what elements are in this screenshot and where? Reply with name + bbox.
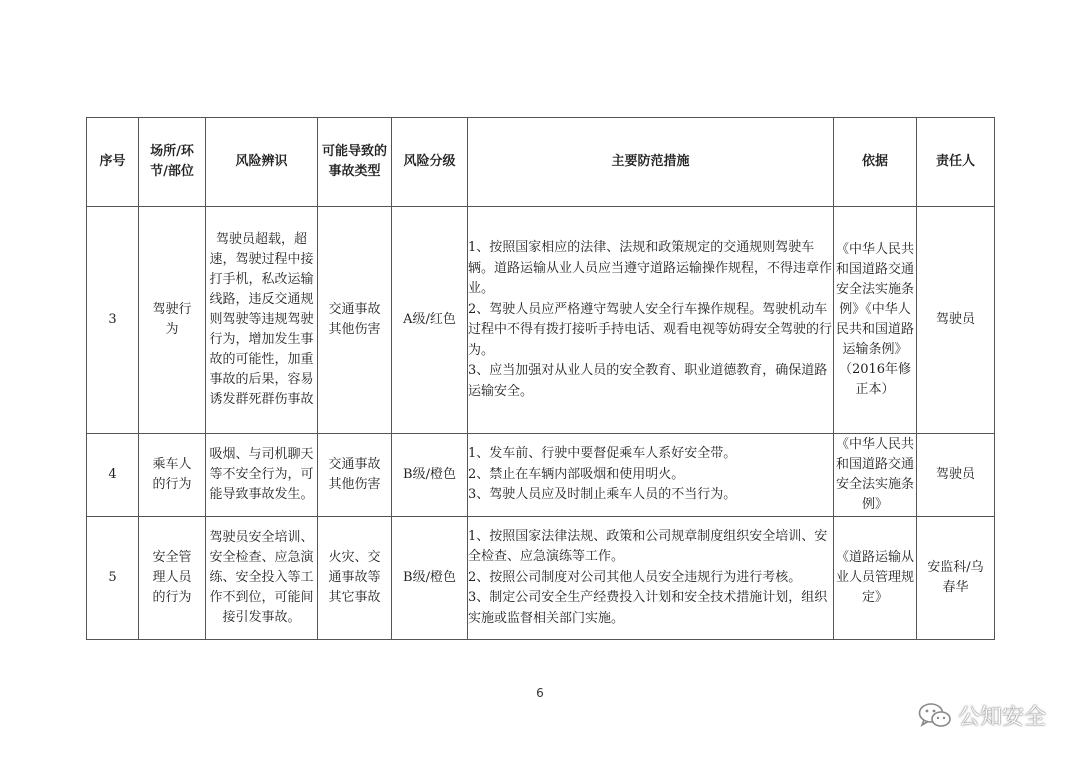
cell-risk-identification: 驾驶员超载，超速，驾驶过程中接打手机，私改运输线路，违反交通规则驾驶等违规驾驶行为，增加发生事故的可能性，加重事故的后果，容易诱发群死群伤事故 — [206, 207, 318, 434]
header-risk-level: 风险分级 — [392, 118, 468, 207]
header-risk-identification: 风险辨识 — [206, 118, 318, 207]
wechat-icon — [918, 702, 952, 730]
cell-seq: 4 — [87, 434, 139, 517]
table-row — [87, 207, 995, 434]
cell-accident-type: 交通事故其他伤害 — [318, 434, 392, 517]
header-accident-type: 可能导致的事故类型 — [318, 118, 392, 207]
cell-risk-identification: 驾驶员安全培训、安全检查、应急演练、安全投入等工作不到位，可能间接引发事故。 — [206, 517, 318, 640]
cell-place: 乘车人的行为 — [139, 434, 206, 517]
cell-risk-level: B级/橙色 — [392, 434, 468, 517]
header-measures: 主要防范措施 — [468, 118, 834, 207]
cell-risk-level: A级/红色 — [392, 207, 468, 434]
table-row — [87, 434, 995, 517]
header-place: 场所/环节/部位 — [139, 118, 206, 207]
measure-item: 1、按照国家法律法规、政策和公司规章制度组织安全培训、安全检查、应急演练等工作。 — [468, 528, 828, 565]
table-header-row — [87, 118, 995, 207]
cell-basis: 《道路运输从业人员管理规定》 — [834, 517, 917, 640]
cell-place: 驾驶行为 — [139, 207, 206, 434]
measure-item: 3、驾驶人员应及时制止乘车人员的不当行为。 — [468, 487, 737, 503]
cell-measures — [468, 517, 834, 640]
watermark-text: 公知安全 — [957, 705, 1046, 730]
cell-responsible: 驾驶员 — [917, 434, 995, 517]
cell-seq: 3 — [87, 207, 139, 434]
measure-item: 3、应当加强对从业人员的安全教育、职业道德教育，确保道路运输安全。 — [468, 363, 828, 399]
cell-accident-type: 交通事故其他伤害 — [318, 207, 392, 434]
cell-risk-identification: 吸烟、与司机聊天等不安全行为，可能导致事故发生。 — [206, 434, 318, 517]
risk-table — [86, 117, 995, 640]
measure-item: 2、驾驶人员应严格遵守驾驶人安全行车操作规程。驾驶机动车过程中不得有拨打接听手持电话、观看电视等妨碍安全驾驶的行为。 — [468, 301, 833, 358]
cell-responsible: 驾驶员 — [917, 207, 995, 434]
cell-place: 安全管理人员的行为 — [139, 517, 206, 640]
page-number: 6 — [536, 686, 544, 700]
cell-measures — [468, 207, 834, 434]
measure-item: 3、制定公司安全生产经费投入计划和安全技术措施计划，组织实施或监督相关部门实施。 — [468, 590, 828, 626]
measure-item: 1、按照国家相应的法律、法规和政策规定的交通规则驾驶车辆。道路运输从业人员应当遵守道路运输操作规程，不得违章作业。 — [468, 240, 833, 296]
table-row — [87, 517, 995, 640]
header-basis: 依据 — [834, 118, 917, 207]
cell-accident-type: 火灾、交通事故等其它事故 — [318, 517, 392, 640]
cell-responsible: 安监科/乌春华 — [917, 517, 995, 640]
measure-item: 2、禁止在车辆内部吸烟和使用明火。 — [468, 466, 685, 482]
cell-basis: 《中华人民共和国道路交通安全法实施条例》《中华人民共和国道路运输条例》（2016年修正本） — [834, 207, 917, 434]
header-seq: 序号 — [87, 118, 139, 207]
measure-item: 2、按照公司制度对公司其他人员安全违规行为进行考核。 — [468, 569, 802, 585]
cell-risk-level: B级/橙色 — [392, 517, 468, 640]
watermark — [918, 700, 1046, 731]
measure-item: 1、发车前、行驶中要督促乘车人系好安全带。 — [468, 446, 737, 462]
cell-measures — [468, 434, 834, 517]
cell-basis: 《中华人民共和国道路交通安全法实施条例》 — [834, 434, 917, 517]
header-responsible: 责任人 — [917, 118, 995, 207]
cell-seq: 5 — [87, 517, 139, 640]
